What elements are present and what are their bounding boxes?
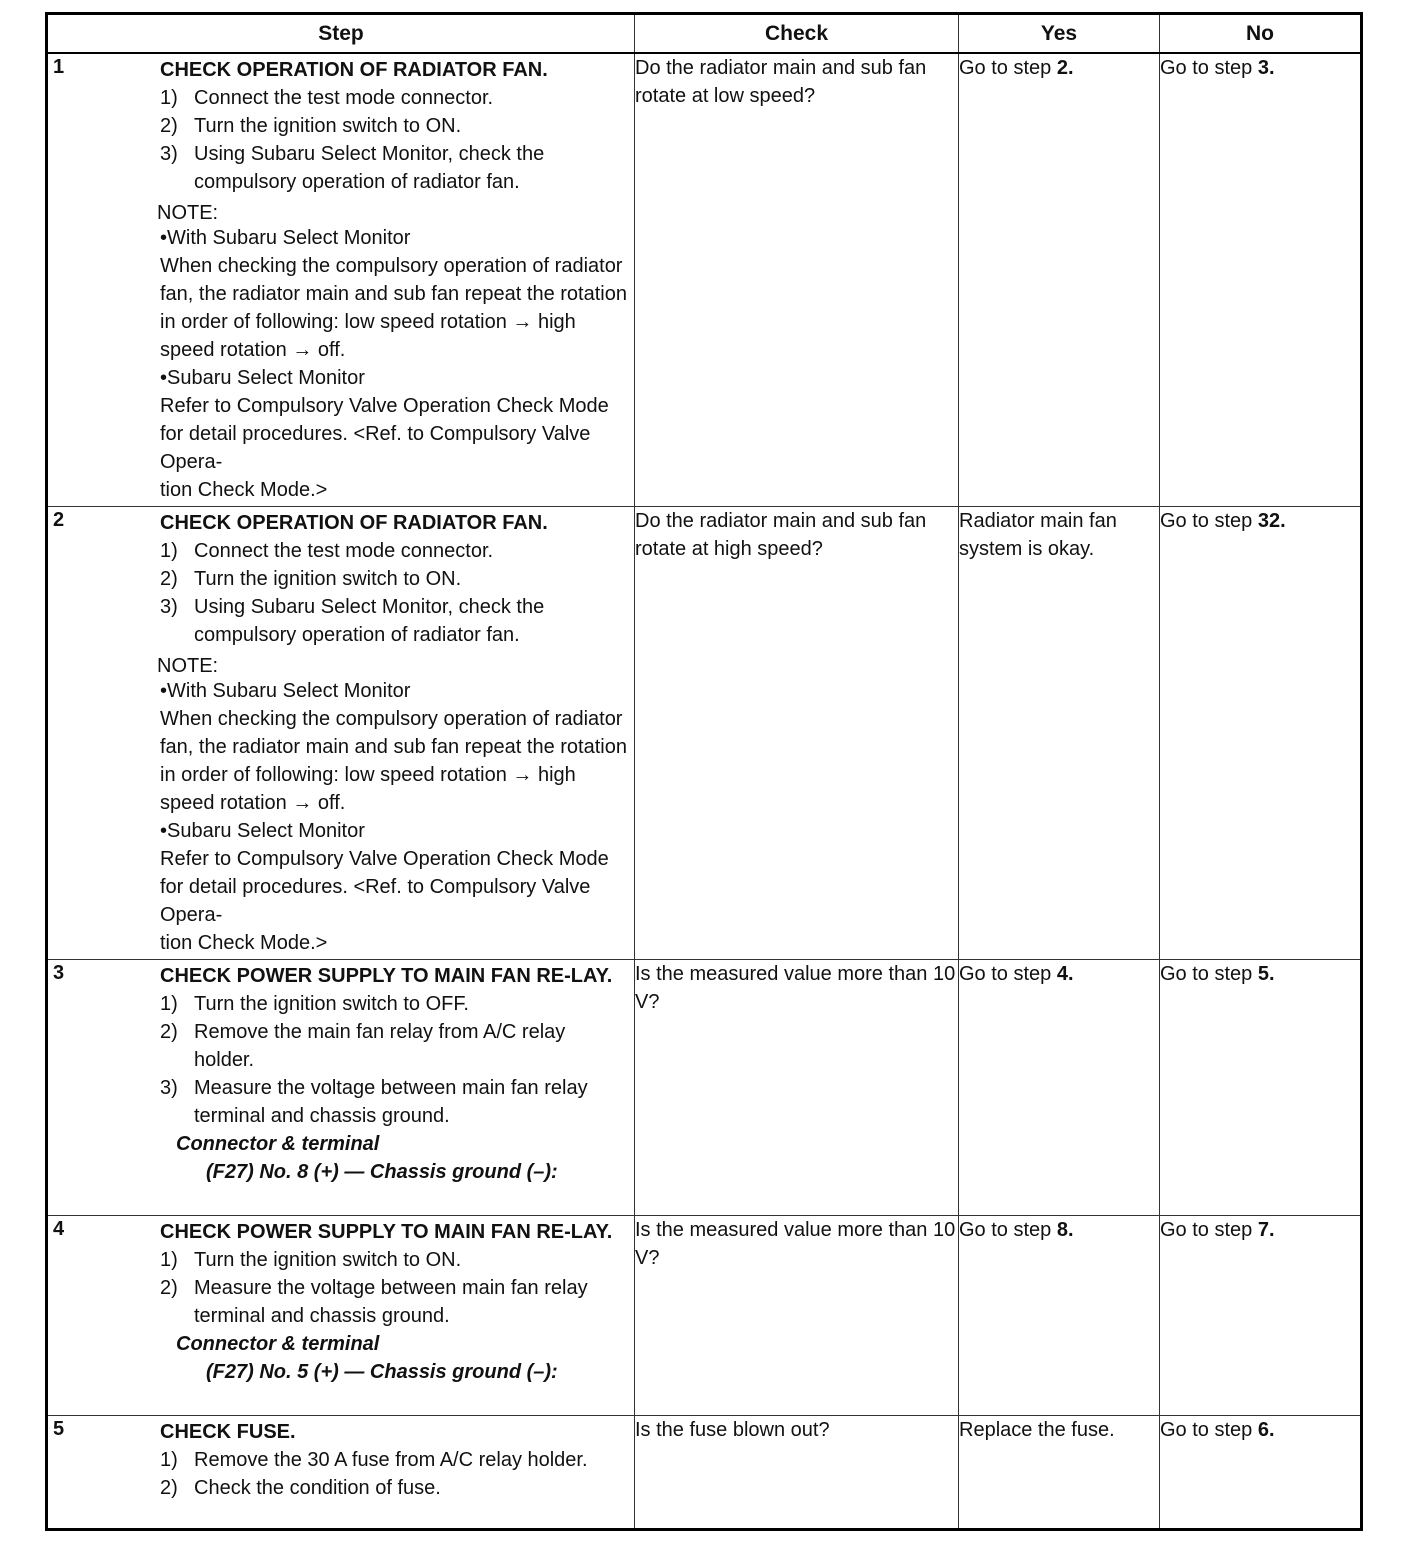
header-check: Check <box>635 14 959 54</box>
step-cell <box>47 506 635 959</box>
procedure-item: 2) Check the condition of fuse. <box>160 1476 441 1499</box>
no-cell: Go to step 7. <box>1160 1215 1362 1415</box>
note-label: NOTE: <box>157 202 219 224</box>
connector-value: (F27) No. 5 (+) — Chassis ground (–): <box>206 1360 558 1383</box>
step-title: CHECK OPERATION OF RADIATOR FAN. <box>160 59 548 81</box>
procedure-item: 1) Turn the ignition switch to ON. <box>160 1248 462 1271</box>
step-title: CHECK OPERATION OF RADIATOR FAN. <box>160 511 548 534</box>
step-title: CHECK POWER SUPPLY TO MAIN FAN RE-LAY. <box>160 964 613 987</box>
note-line: •Subaru Select Monitor <box>160 367 365 389</box>
step-title: CHECK FUSE. <box>160 1420 296 1443</box>
procedure-item: 1) Remove the 30 A fuse from A/C relay holder. <box>160 1448 588 1471</box>
connector-label: Connector & terminal <box>176 1332 380 1355</box>
yes-cell: Radiator main fan system is okay. <box>959 506 1160 959</box>
note-line: tion Check Mode.> <box>160 931 328 954</box>
procedure-item: 2) Turn the ignition switch to ON. <box>160 115 462 137</box>
note-line: •With Subaru Select Monitor <box>160 679 411 702</box>
procedure-item: 2) Measure the voltage between main fan relay terminal and chassis ground. <box>160 1276 588 1327</box>
no-cell: Go to step 6. <box>1160 1415 1362 1530</box>
no-cell: Go to step 5. <box>1160 959 1362 1215</box>
header-step: Step <box>47 14 635 54</box>
check-cell: Do the radiator main and sub fan rotate at high speed? <box>635 506 959 959</box>
procedure-item: 2) Turn the ignition switch to ON. <box>160 567 462 590</box>
procedure-item: 1) Connect the test mode connector. <box>160 539 494 562</box>
table-row <box>47 53 1362 506</box>
step-cell <box>47 1415 635 1530</box>
procedure-item: 2) Remove the main fan relay from A/C relay holder. <box>160 1020 566 1071</box>
note-line: •Subaru Select Monitor <box>160 819 365 842</box>
connector-label: Connector & terminal <box>176 1132 380 1155</box>
procedure-item: 3) Using Subaru Select Monitor, check the compulsory operation of radiator fan. <box>160 143 545 193</box>
connector-value: (F27) No. 8 (+) — Chassis ground (–): <box>206 1160 558 1183</box>
procedure-item: 3) Using Subaru Select Monitor, check the compulsory operation of radiator fan. <box>160 595 545 646</box>
note-line: When checking the compulsory operation of radiator fan, the radiator main and sub fan repeat the rotation in order of following: low speed rotation → high speed rotation → off. <box>160 707 627 814</box>
step-number: 4 <box>53 1217 65 1240</box>
table-row <box>47 1415 1362 1530</box>
procedure-item: 1) Turn the ignition switch to OFF. <box>160 992 469 1015</box>
yes-cell: Replace the fuse. <box>959 1415 1160 1530</box>
step-number: 2 <box>53 508 65 531</box>
no-cell: Go to step 3. <box>1160 53 1362 506</box>
procedure-item: 3) Measure the voltage between main fan relay terminal and chassis ground. <box>160 1076 588 1127</box>
check-cell: Do the radiator main and sub fan rotate at low speed? <box>635 53 959 506</box>
note-label: NOTE: <box>157 654 219 677</box>
note-line: When checking the compulsory operation of radiator fan, the radiator main and sub fan repeat the rotation in order of following: low speed rotation → high speed rotation → off. <box>160 255 627 361</box>
step-cell <box>47 53 635 506</box>
note-line: •With Subaru Select Monitor <box>160 227 411 249</box>
note-line: tion Check Mode.> <box>160 479 328 501</box>
table-row <box>47 959 1362 1215</box>
check-cell: Is the measured value more than 10 V? <box>635 959 959 1215</box>
yes-cell: Go to step 4. <box>959 959 1160 1215</box>
step-cell <box>47 959 635 1215</box>
table-row <box>47 1215 1362 1415</box>
note-line: Refer to Compulsory Valve Operation Check Mode for detail procedures. <Ref. to Compulsory Valve Opera- <box>160 395 609 473</box>
yes-cell: Go to step 2. <box>959 53 1160 506</box>
step-number: 3 <box>53 961 65 984</box>
check-cell: Is the fuse blown out? <box>635 1415 959 1530</box>
header-no: No <box>1160 14 1362 54</box>
yes-cell: Go to step 8. <box>959 1215 1160 1415</box>
table-row <box>47 506 1362 959</box>
no-cell: Go to step 32. <box>1160 506 1362 959</box>
diagnostic-table <box>45 12 1363 1531</box>
step-number: 1 <box>53 56 65 78</box>
check-cell: Is the measured value more than 10 V? <box>635 1215 959 1415</box>
procedure-item: 1) Connect the test mode connector. <box>160 87 494 109</box>
step-number: 5 <box>53 1417 65 1440</box>
header-row <box>47 14 1362 54</box>
header-yes: Yes <box>959 14 1160 54</box>
step-cell <box>47 1215 635 1415</box>
step-title: CHECK POWER SUPPLY TO MAIN FAN RE-LAY. <box>160 1220 613 1243</box>
note-line: Refer to Compulsory Valve Operation Check Mode for detail procedures. <Ref. to Compulsory Valve Opera- <box>160 847 609 926</box>
